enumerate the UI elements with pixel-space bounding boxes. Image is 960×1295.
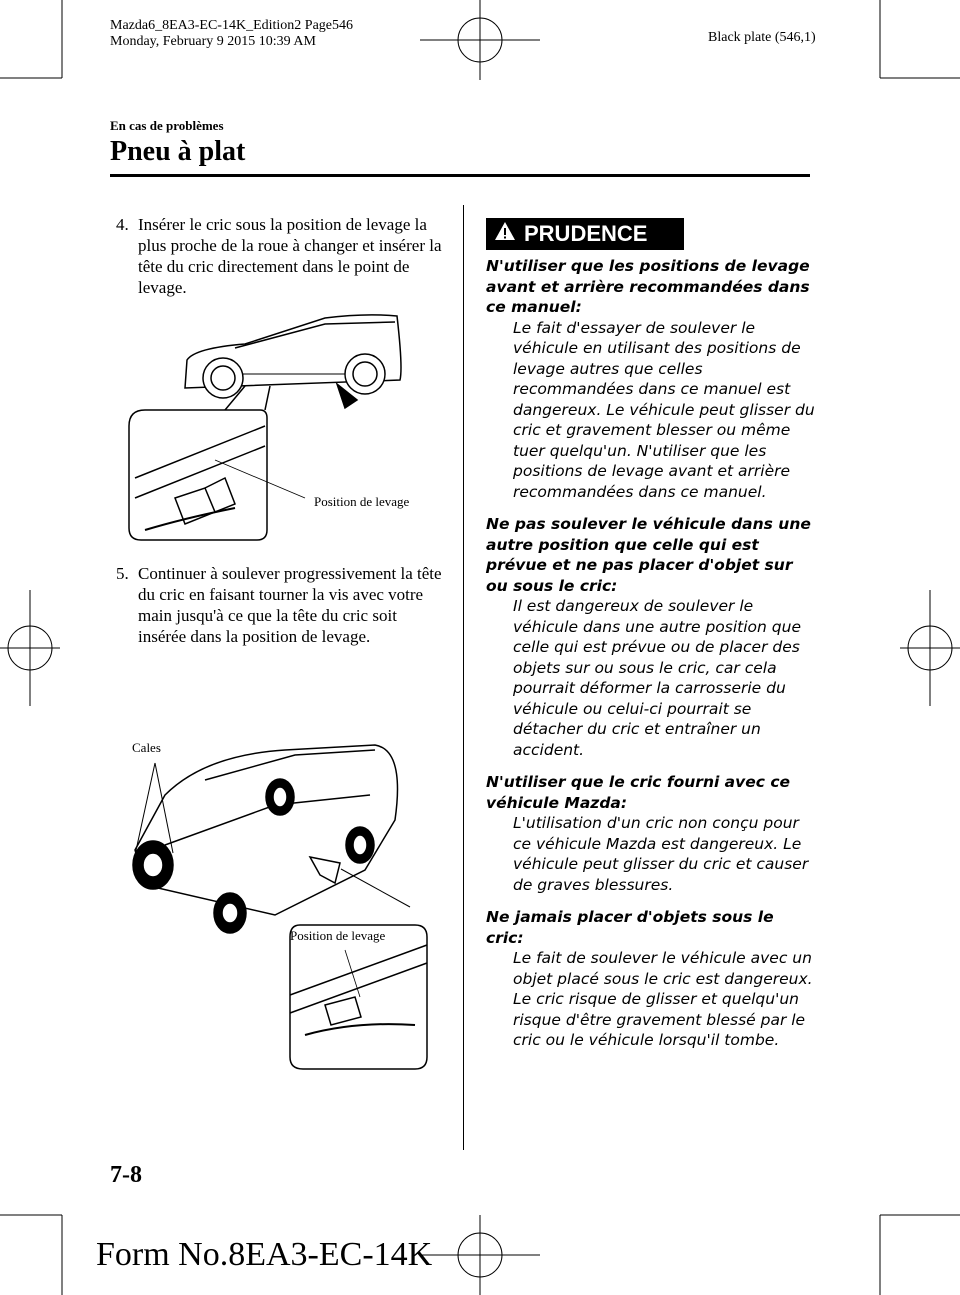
- step-4: [116, 214, 442, 298]
- header-file-line: Mazda6_8EA3-EC-14K_Edition2 Page546: [110, 18, 354, 33]
- warning-item-heading: N'utiliser que le cric fourni avec ce véhicule Mazda:: [486, 773, 791, 812]
- page-number: 7-8: [110, 1162, 142, 1188]
- step-text: Insérer le cric sous la position de levage la plus proche de la roue à changer et insérer la tête du cric directement dans le point de levage.: [138, 215, 442, 297]
- figure2-lift-label: Position de levage: [290, 928, 386, 943]
- title-rule: [110, 174, 810, 177]
- header-plate: Black plate (546,1): [708, 30, 816, 45]
- column-divider: [463, 205, 464, 1150]
- warning-body: [486, 256, 816, 1063]
- figure1-lift-label: Position de levage: [314, 494, 410, 509]
- page-title: Pneu à plat: [110, 136, 246, 167]
- warning-item-body: Le fait d'essayer de soulever le véhicule en utilisant des positions de levage autres que celles recommandées dans ce manuel est dangereux. Le véhicule peut glisser du cric et gravement blesser ou même tuer quelqu'un. N'utiliser que les positions de levage avant et arrière recommandées dans ce manuel.: [513, 318, 815, 501]
- jack-position-figure-1: [125, 308, 450, 548]
- warning-item-body: Le fait de soulever le véhicule avec un objet placé sous le cric est dangereux. Le cric risque de glisser et quelqu'un risque d'être gravement blessé par le cric ou le véhicule lorsqu'il tombe.: [513, 949, 813, 1049]
- step-text: Continuer à soulever progressivement la tête du cric en faisant tourner la vis avec votre main jusqu'à ce que la tête du cric soit insérée dans la position de levage.: [138, 564, 442, 646]
- header-date-line: Monday, February 9 2015 10:39 AM: [110, 34, 316, 49]
- warning-item-body: Il est dangereux de soulever le véhicule dans une autre position que celle qui est prévue ou de placer des objets sur ou sous le cric, car cela pourrait déformer la carrosserie du véhicule ou celui-ci pourrait se détacher du cric et entraîner un accident.: [513, 597, 801, 759]
- warning-item-heading: Ne pas soulever le véhicule dans une autre position que celle qui est prévue et ne pas placer d'objet sur ou sous le cric:: [486, 515, 811, 595]
- warning-item-heading: Ne jamais placer d'objets sous le cric:: [486, 908, 774, 947]
- warning-triangle-icon: [494, 221, 516, 247]
- form-number: Form No.8EA3-EC-14K: [96, 1236, 433, 1273]
- warning-item-heading: N'utiliser que les positions de levage avant et arrière recommandées dans ce manuel:: [486, 257, 810, 316]
- warning-item: [486, 514, 816, 760]
- figure2-chocks-label: Cales: [132, 740, 161, 755]
- warning-title: PRUDENCE: [524, 221, 648, 246]
- step-number: 5.: [116, 564, 129, 583]
- step-number: 4.: [116, 215, 129, 234]
- step-5: [116, 563, 442, 647]
- warning-item: [486, 907, 816, 1051]
- warning-header: [486, 218, 684, 250]
- warning-item: [486, 256, 816, 502]
- jack-position-figure-2: [125, 735, 435, 1075]
- warning-item: [486, 772, 816, 895]
- section-label: En cas de problèmes: [110, 118, 224, 133]
- warning-item-body: L'utilisation d'un cric non conçu pour ce véhicule Mazda est dangereux. Le véhicule peut glisser du cric et causer de graves blessures.: [513, 814, 809, 894]
